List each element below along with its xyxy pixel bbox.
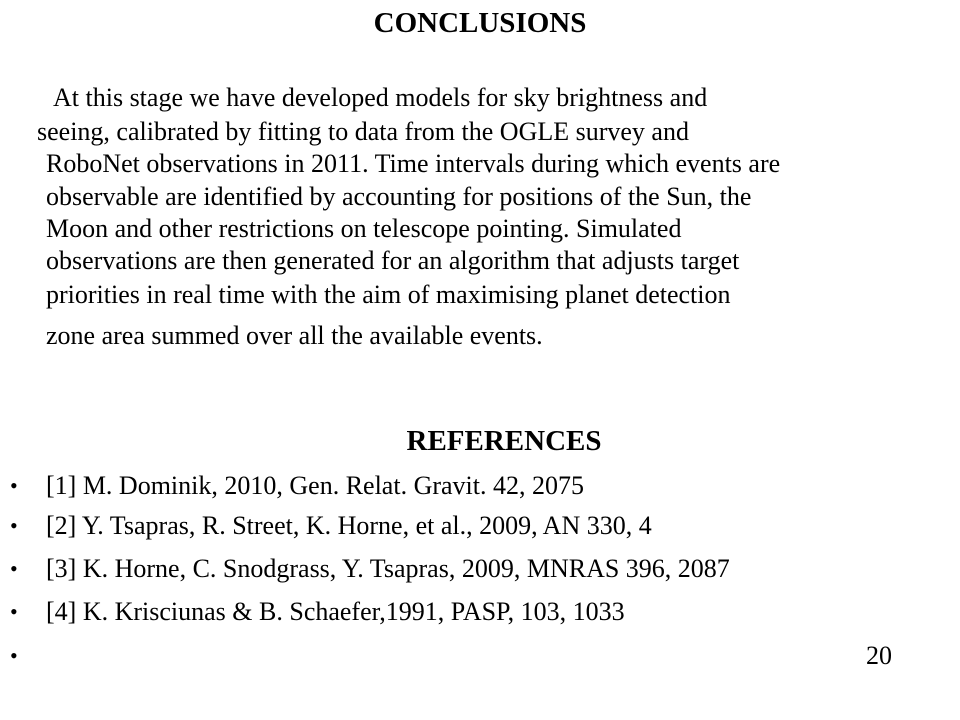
bullet-icon: • xyxy=(10,599,18,624)
reference-text: [3] K. Horne, C. Snodgrass, Y. Tsapras, 2009, MNRAS 396, 2087 xyxy=(46,554,730,583)
page-number: 20 xyxy=(866,641,892,670)
bullet-icon: • xyxy=(10,473,18,498)
conclusions-heading: CONCLUSIONS xyxy=(373,7,587,39)
bullet-icon: • xyxy=(10,643,18,668)
bullet-icon: • xyxy=(10,513,18,538)
bullet-icon: • xyxy=(10,556,18,581)
reference-item-empty xyxy=(0,636,960,676)
paragraph-line: seeing, calibrated by fitting to data from the OGLE survey and xyxy=(37,117,689,146)
paragraph-line: Moon and other restrictions on telescope pointing. Simulated xyxy=(46,214,682,243)
paragraph-line: At this stage we have developed models for sky brightness and xyxy=(53,83,708,112)
reference-item xyxy=(0,506,960,546)
paragraph-line: RoboNet observations in 2011. Time intervals during which events are xyxy=(46,149,781,178)
paragraph-line: observations are then generated for an algorithm that adjusts target xyxy=(46,246,740,275)
reference-item xyxy=(0,466,960,506)
reference-item xyxy=(0,549,960,589)
paragraph-line: zone area summed over all the available events. xyxy=(46,321,543,350)
references-heading: REFERENCES xyxy=(406,425,602,457)
reference-item xyxy=(0,592,960,632)
reference-text: [4] K. Krisciunas & B. Schaefer,1991, PASP, 103, 1033 xyxy=(46,597,625,626)
paragraph-line: priorities in real time with the aim of maximising planet detection xyxy=(46,280,731,309)
paragraph-line: observable are identified by accounting for positions of the Sun, the xyxy=(46,182,752,211)
reference-text: [2] Y. Tsapras, R. Street, K. Horne, et al., 2009, AN 330, 4 xyxy=(46,511,652,540)
reference-text: [1] M. Dominik, 2010, Gen. Relat. Gravit. 42, 2075 xyxy=(46,471,584,500)
